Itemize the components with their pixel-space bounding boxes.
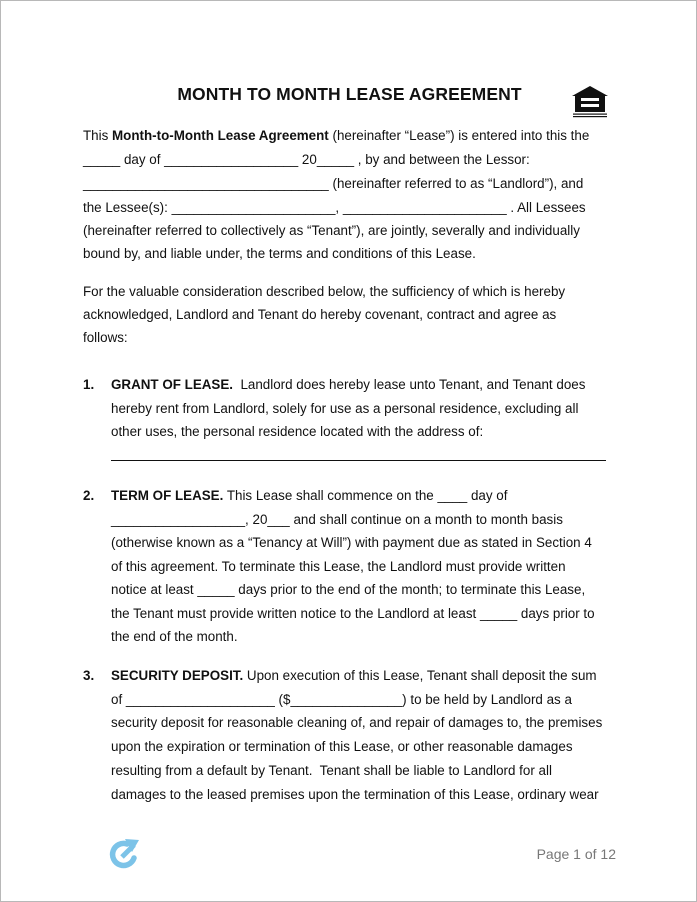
page-number: Page 1 of 12: [536, 846, 616, 862]
intro-text: This: [83, 128, 113, 143]
section-2-line-2: __________________, 20___ and shall continue on a month to month basis: [111, 512, 563, 527]
intro-line-5: (hereinafter referred to collectively as “Tenant”), are jointly, severally and individually: [83, 223, 580, 238]
section-1-line-2: hereby rent from Landlord, solely for use as a personal residence, excluding all: [111, 401, 579, 416]
section-3-line-1: [111, 667, 597, 685]
section-1-text: Landlord does hereby lease unto Tenant, and Tenant does: [233, 377, 586, 392]
address-blank-line: [111, 460, 606, 461]
intro-line-4: the Lessee(s): ______________________, ______________________ . All Lessees: [83, 200, 586, 215]
section-3-heading: SECURITY DEPOSIT.: [111, 668, 244, 683]
section-3-text: Upon execution of this Lease, Tenant shall deposit the sum: [243, 668, 597, 683]
section-2-line-1: [111, 487, 507, 505]
section-2-number: 2.: [83, 488, 95, 503]
section-1-line-1: [111, 376, 585, 394]
section-2-line-5: notice at least _____ days prior to the end of the month; to terminate this Lease,: [111, 582, 586, 597]
document-title: MONTH TO MONTH LEASE AGREEMENT: [177, 84, 522, 104]
intro-text: (hereinafter “Lease”) is entered into this the: [328, 128, 590, 143]
consideration-line-1: For the valuable consideration described below, the sufficiency of which is hereby: [83, 284, 566, 299]
section-3-line-3: security deposit for reasonable cleaning of, and repair of damages to, the premises: [111, 715, 603, 730]
equal-housing-logo-icon: [570, 85, 610, 119]
section-2-line-6: the Tenant must provide written notice to the Landlord at least _____ days prior to: [111, 606, 595, 621]
section-1-number: 1.: [83, 377, 95, 392]
intro-line-3: _________________________________ (hereinafter referred to as “Landlord”), and: [83, 176, 584, 191]
section-3-line-4: upon the expiration or termination of this Lease, or other reasonable damages: [111, 739, 573, 754]
section-2-line-4: of this agreement. To terminate this Lease, the Landlord must provide written: [111, 559, 566, 574]
section-3-line-5: resulting from a default by Tenant. Tenant shall be liable to Landlord for all: [111, 763, 552, 778]
section-3-number: 3.: [83, 668, 95, 683]
intro-line-6: bound by, and liable under, the terms and conditions of this Lease.: [83, 246, 476, 261]
agreement-name: Month-to-Month Lease Agreement: [112, 128, 329, 143]
section-1-heading: GRANT OF LEASE.: [111, 377, 234, 392]
intro-line-1: [83, 127, 589, 145]
section-2-text: This Lease shall commence on the ____ day of: [223, 488, 508, 503]
consideration-line-2: acknowledged, Landlord and Tenant do hereby covenant, contract and agree as: [83, 307, 557, 322]
section-3-line-6: damages to the leased premises upon the termination of this Lease, ordinary wear: [111, 787, 599, 802]
curved-arrow-logo-icon: [108, 837, 142, 871]
section-3-line-2: of ____________________ ($_______________) to be held by Landlord as a: [111, 692, 572, 707]
consideration-line-3: follows:: [83, 330, 128, 345]
section-1-line-3: other uses, the personal residence located with the address of:: [111, 424, 484, 439]
section-2-line-7: the end of the month.: [111, 629, 238, 644]
intro-line-2: _____ day of __________________ 20_____ , by and between the Lessor:: [83, 152, 530, 167]
section-2-line-3: (otherwise known as a “Tenancy at Will”) with payment due as stated in Section 4: [111, 535, 592, 550]
section-2-heading: TERM OF LEASE.: [111, 488, 224, 503]
